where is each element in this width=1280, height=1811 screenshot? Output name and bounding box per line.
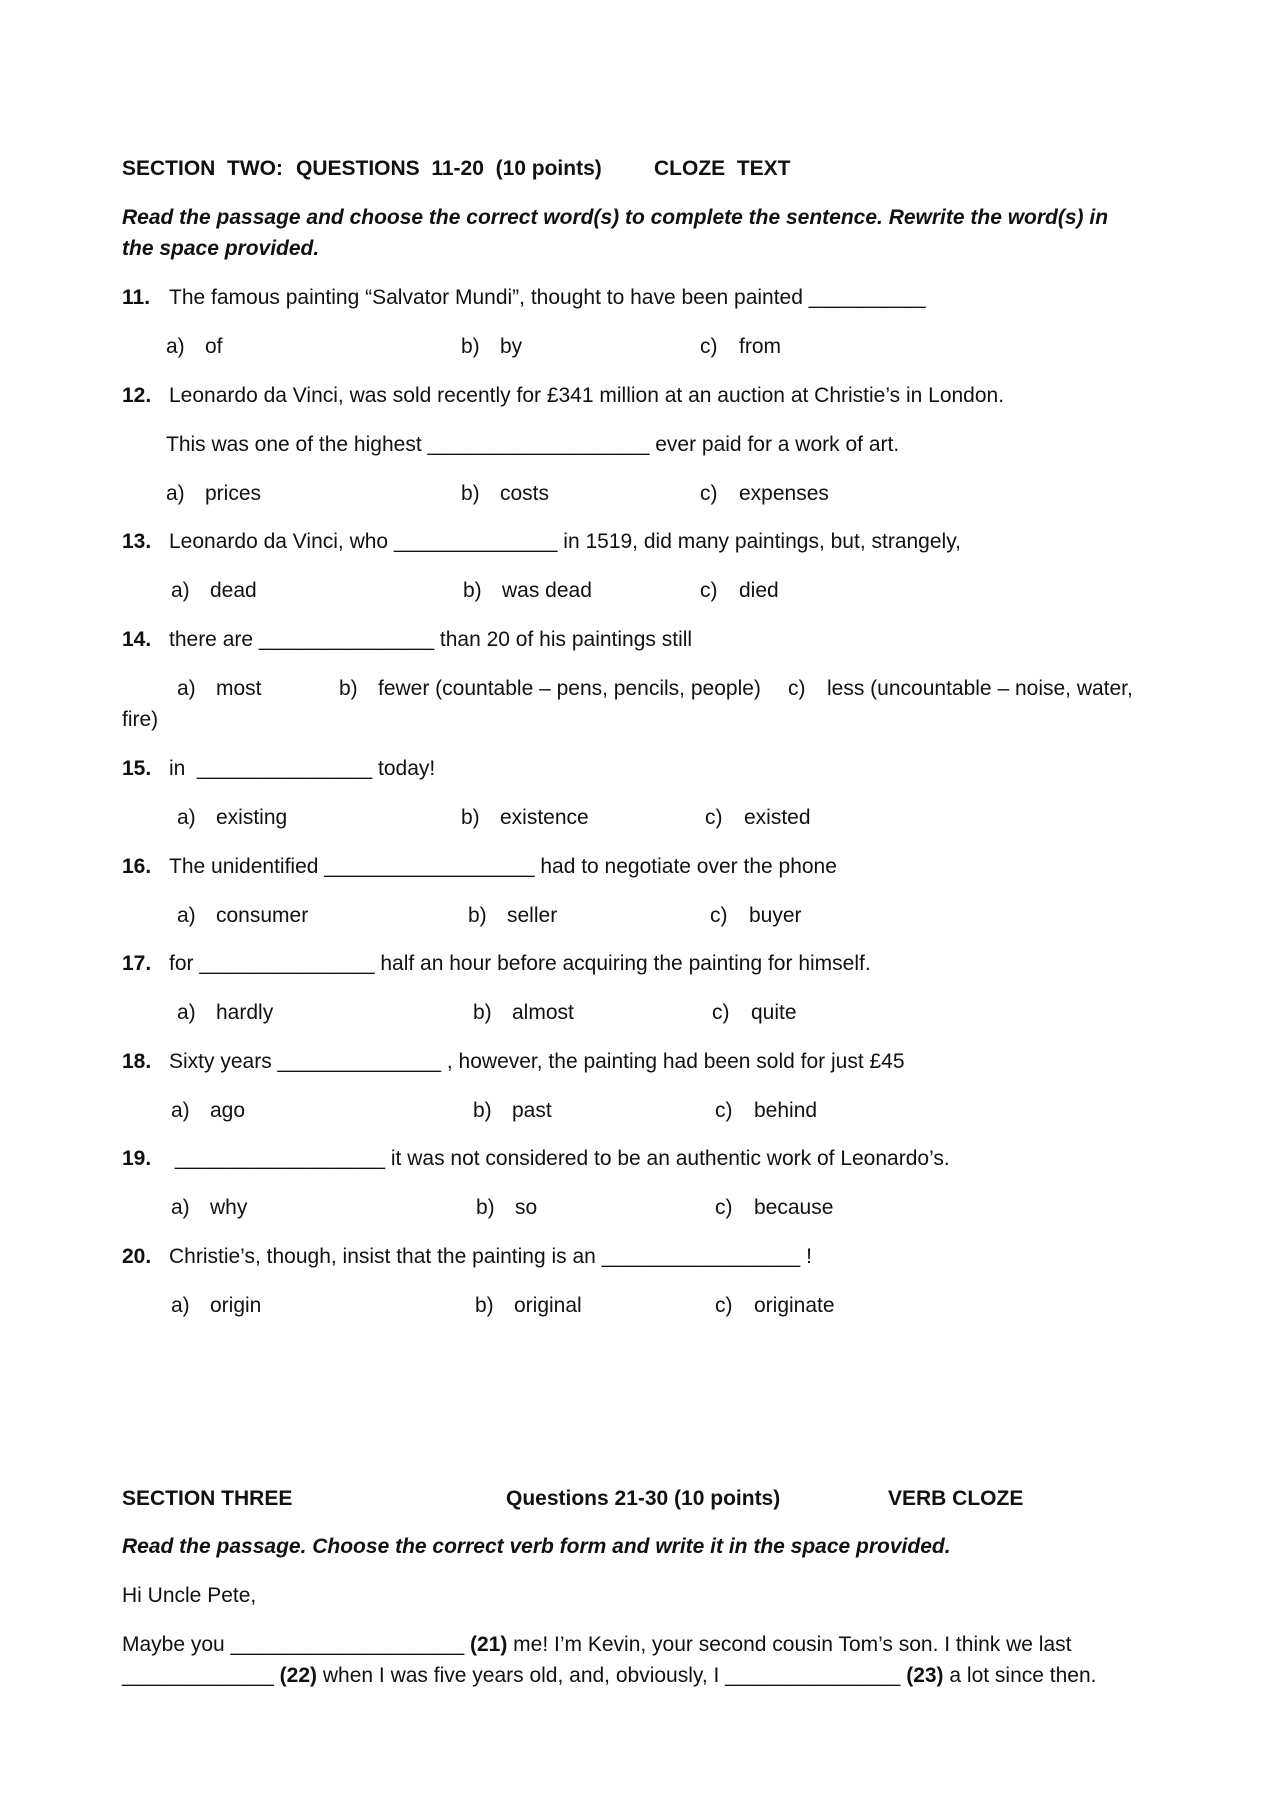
question-number: 15. bbox=[122, 757, 152, 780]
letter-greeting: Hi Uncle Pete, bbox=[122, 1584, 257, 1607]
question-text: The famous painting “Salvator Mundi”, thought to have been painted __________ bbox=[169, 286, 926, 309]
gap-number-22: (22) bbox=[279, 1664, 318, 1687]
option-c: c) originate bbox=[715, 1294, 835, 1317]
question-number: 16. bbox=[122, 855, 152, 878]
question-text: in _______________ today! bbox=[169, 757, 436, 780]
option-a: a) ago bbox=[171, 1099, 246, 1122]
option-b: b) original bbox=[475, 1294, 582, 1317]
question-number: 11. bbox=[122, 286, 151, 309]
option-a: a) existing bbox=[177, 806, 288, 829]
question-20 bbox=[122, 1241, 812, 1272]
section-two-type: CLOZE TEXT bbox=[654, 157, 791, 180]
question-number: 13. bbox=[122, 530, 152, 553]
question-number: 14. bbox=[122, 628, 152, 651]
question-text: Christie’s, though, insist that the painting is an _________________ ! bbox=[169, 1245, 812, 1268]
question-text: there are _______________ than 20 of his paintings still bbox=[169, 628, 693, 651]
option-c: c) died bbox=[700, 579, 779, 602]
gap-number-23: (23) bbox=[906, 1664, 944, 1687]
question-text: Sixty years ______________ , however, the painting had been sold for just £45 bbox=[169, 1050, 905, 1073]
section-two-instruction: Read the passage and choose the correct word(s) to complete the sentence. Rewrite the word(s) in the space provided. bbox=[122, 206, 1109, 260]
option-b: b) by bbox=[461, 335, 523, 358]
question-text: __________________ it was not considered to be an authentic work of Leonardo’s. bbox=[169, 1147, 950, 1170]
section-three-title: SECTION THREE bbox=[122, 1487, 293, 1510]
option-a: a) most bbox=[177, 677, 262, 700]
section-two-questions-range: QUESTIONS 11-20 (10 points) bbox=[296, 157, 602, 180]
gap-number-21: (21) bbox=[469, 1633, 508, 1656]
option-c: c) because bbox=[715, 1196, 834, 1219]
option-c: c) existed bbox=[705, 806, 811, 829]
section-three-questions-range: Questions 21-30 (10 points) bbox=[506, 1487, 781, 1510]
question-13 bbox=[122, 526, 961, 557]
option-c: c) less (uncountable – noise, water, bbox=[788, 677, 1133, 700]
question-12 bbox=[122, 380, 1004, 411]
option-c: c) from bbox=[700, 335, 781, 358]
option-b: b) seller bbox=[468, 904, 558, 927]
question-18 bbox=[122, 1046, 905, 1077]
question-text: The unidentified __________________ had to negotiate over the phone bbox=[169, 855, 837, 878]
option-a: a) of bbox=[166, 335, 223, 358]
question-12-continued: This was one of the highest ___________________ ever paid for a work of art. bbox=[166, 433, 900, 456]
option-a: a) consumer bbox=[177, 904, 309, 927]
option-b: b) existence bbox=[461, 806, 589, 829]
section-three-instruction: Read the passage. Choose the correct verb form and write it in the space provided. bbox=[122, 1535, 951, 1558]
question-16 bbox=[122, 851, 837, 882]
letter-paragraph: Maybe you ____________________ (21) me! I’m Kevin, your second cousin Tom’s son. I think we last _____________ (22) when I was five years old, and, obviously, I _______________ (23) a lot since then. bbox=[122, 1633, 1097, 1687]
option-b: b) almost bbox=[473, 1001, 574, 1024]
option-a: a) dead bbox=[171, 579, 257, 602]
question-number: 20. bbox=[122, 1245, 152, 1268]
section-three-type: VERB CLOZE bbox=[888, 1487, 1024, 1510]
question-text: Leonardo da Vinci, who ______________ in 1519, did many paintings, but, strangely, bbox=[169, 530, 961, 553]
option-a: a) hardly bbox=[177, 1001, 274, 1024]
option-b: b) fewer (countable – pens, pencils, people) bbox=[339, 677, 761, 700]
option-a: a) prices bbox=[166, 482, 262, 505]
option-c: c) quite bbox=[712, 1001, 797, 1024]
option-c: c) behind bbox=[715, 1099, 818, 1122]
option-b: b) past bbox=[473, 1099, 552, 1122]
question-number: 18. bbox=[122, 1050, 152, 1073]
option-c: c) buyer bbox=[710, 904, 802, 927]
option-b: b) was dead bbox=[463, 579, 592, 602]
option-c: c) expenses bbox=[700, 482, 829, 505]
question-19 bbox=[122, 1143, 950, 1174]
section-two-title: SECTION TWO: bbox=[122, 157, 283, 180]
option-a: a) origin bbox=[171, 1294, 262, 1317]
option-a: a) why bbox=[171, 1196, 248, 1219]
option-b: b) so bbox=[476, 1196, 538, 1219]
question-17 bbox=[122, 948, 871, 979]
question-14 bbox=[122, 624, 692, 655]
option-b: b) costs bbox=[461, 482, 550, 505]
question-15 bbox=[122, 753, 435, 784]
question-number: 17. bbox=[122, 952, 152, 975]
question-number: 12. bbox=[122, 384, 152, 407]
question-text: Leonardo da Vinci, was sold recently for £341 million at an auction at Christie’s in London. bbox=[169, 384, 1005, 407]
question-11 bbox=[122, 282, 926, 313]
option-c-continued: fire) bbox=[122, 708, 159, 731]
question-text: for _______________ half an hour before acquiring the painting for himself. bbox=[169, 952, 871, 975]
question-number: 19. bbox=[122, 1147, 152, 1170]
